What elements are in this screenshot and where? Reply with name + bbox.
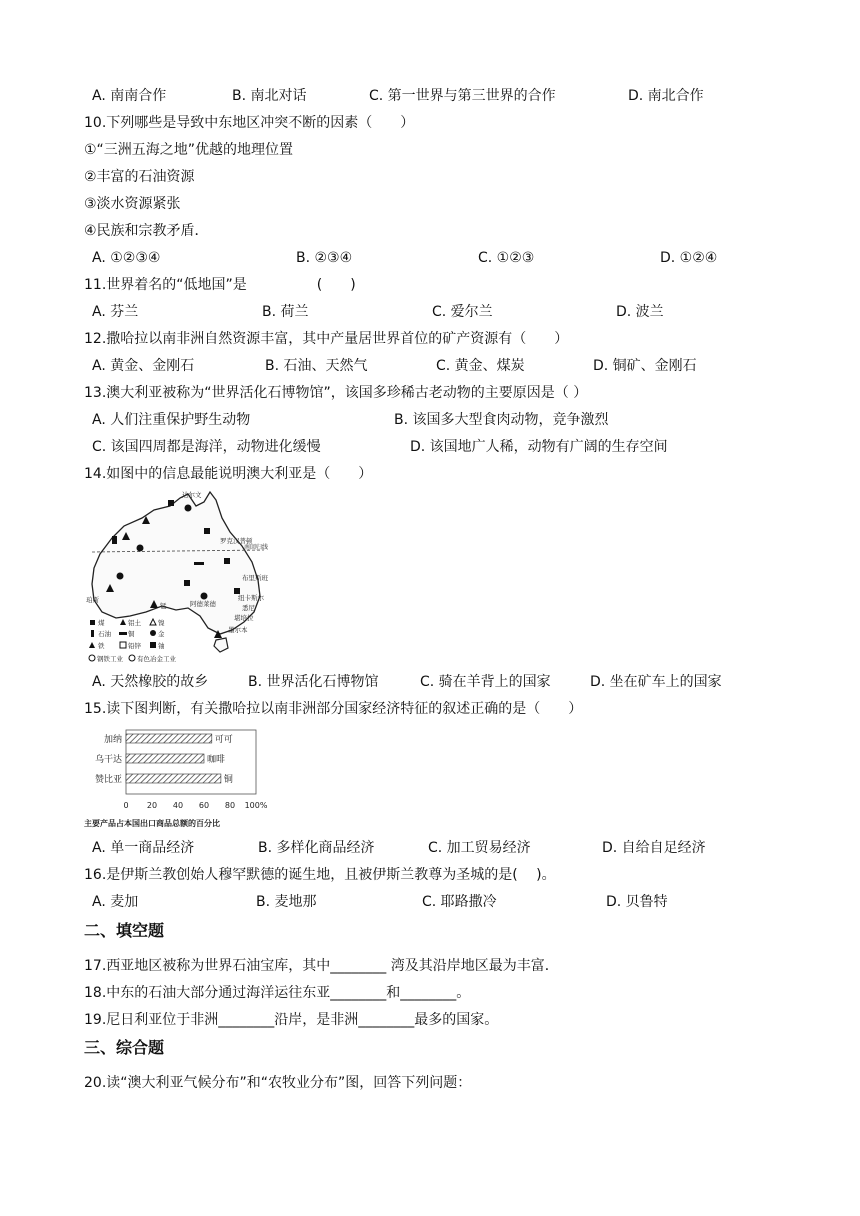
legend-oil-symbol bbox=[91, 630, 94, 637]
q13-options-row2 bbox=[92, 437, 812, 457]
q10-options bbox=[92, 248, 812, 268]
oil-symbol bbox=[112, 536, 117, 544]
tick-label: 60 bbox=[198, 801, 210, 810]
q18-text: 18.中东的石油大部分通过海洋运往东亚________和________。 bbox=[84, 985, 471, 1001]
legend-nonferrous: 有色冶金工业 bbox=[137, 655, 176, 663]
legend-coal: 煤 bbox=[98, 619, 105, 627]
q12-stem: 12.撒哈拉以南非洲自然资源丰富，其中产量居世界首位的矿产资源有（ ） bbox=[84, 331, 569, 347]
q11-option-c[interactable]: C. 爱尔兰 bbox=[432, 304, 493, 320]
q9-option-b[interactable]: B. 南北对话 bbox=[232, 88, 307, 104]
q16-stem: 16.是伊斯兰教创始人穆罕默德的诞生地，且被伊斯兰教尊为圣城的是( )。 bbox=[84, 867, 556, 883]
chart-ticks bbox=[123, 801, 267, 810]
q13-option-a[interactable]: A. 人们注重保护野生动物 bbox=[92, 412, 251, 428]
section-comprehensive-heading: 三、综合题 bbox=[84, 1038, 165, 1057]
q13-options-row1 bbox=[92, 410, 812, 430]
q10-item-1: ①“三洲五海之地”优越的地理位置 bbox=[84, 142, 294, 158]
q9-option-c[interactable]: C. 第一世界与第三世界的合作 bbox=[369, 88, 556, 104]
gold-symbol-2 bbox=[137, 545, 144, 552]
label-perth: 珀斯 bbox=[86, 596, 99, 604]
q19-text: 19.尼日利亚位于非洲________沿岸，是非洲________最多的国家。 bbox=[84, 1012, 499, 1028]
q16-option-b[interactable]: B. 麦地那 bbox=[256, 894, 317, 910]
label-darwin: 达尔文 bbox=[182, 491, 202, 499]
q11-option-a[interactable]: A. 芬兰 bbox=[92, 304, 139, 320]
q12-option-a[interactable]: A. 黄金、金刚石 bbox=[92, 358, 195, 374]
q10-item-3: ③淡水资源紧张 bbox=[84, 196, 181, 212]
bar bbox=[126, 734, 212, 743]
legend-uranium-symbol bbox=[150, 642, 156, 648]
section-fill-in-heading: 二、填空题 bbox=[84, 921, 165, 940]
q10-option-b[interactable]: B. ②③④ bbox=[296, 250, 353, 266]
copper-symbol bbox=[194, 562, 204, 565]
label-rockhampton: 罗克汉普顿 bbox=[220, 537, 253, 545]
category-label: 赞比亚 bbox=[94, 775, 122, 785]
tick-label: 40 bbox=[172, 801, 184, 810]
q16-option-d[interactable]: D. 贝鲁特 bbox=[606, 894, 668, 910]
q13-option-c[interactable]: C. 该国四周都是海洋，动物进化缓慢 bbox=[92, 439, 321, 455]
legend-nickel: 镍 bbox=[158, 619, 165, 627]
q10-option-d[interactable]: D. ①②④ bbox=[660, 250, 718, 266]
q13-option-b[interactable]: B. 该国多大型食肉动物，竞争激烈 bbox=[394, 412, 609, 428]
q15-option-d[interactable]: D. 自给自足经济 bbox=[602, 840, 706, 856]
q15-stem: 15.读下图判断，有关撒哈拉以南非洲部分国家经济特征的叙述正确的是（ ） bbox=[84, 701, 583, 717]
legend-bauxite: 铝土 bbox=[128, 619, 141, 627]
q10-option-c[interactable]: C. ①②③ bbox=[478, 250, 535, 266]
q9-option-d[interactable]: D. 南北合作 bbox=[628, 88, 704, 104]
q14-stem: 14.如图中的信息最能说明澳大利亚是（ ） bbox=[84, 466, 373, 482]
coal-symbol-2 bbox=[204, 528, 210, 534]
q11-options bbox=[92, 302, 812, 322]
q10-option-a[interactable]: A. ①②③④ bbox=[92, 250, 161, 266]
q13-option-d[interactable]: D. 该国地广人稀，动物有广阔的生存空间 bbox=[410, 439, 668, 455]
q12-options bbox=[92, 356, 812, 376]
legend-gold: 金 bbox=[158, 630, 165, 638]
legend-copper: 铜 bbox=[128, 630, 135, 638]
legend-leadzinc: 铅锌 bbox=[128, 642, 141, 650]
tick-label: 20 bbox=[146, 801, 158, 810]
q15-options bbox=[92, 838, 812, 858]
label-adelaide: 阿德莱德 bbox=[190, 600, 216, 608]
legend-gold-symbol bbox=[150, 630, 156, 636]
q12-option-b[interactable]: B. 石油、天然气 bbox=[265, 358, 368, 374]
category-label: 乌干达 bbox=[94, 755, 122, 765]
label-sydney: 悉尼 bbox=[242, 604, 255, 612]
q9-option-a[interactable]: A. 南南合作 bbox=[92, 88, 167, 104]
q10-item-2: ②丰富的石油资源 bbox=[84, 169, 195, 185]
label-brisbane: 布里斯班 bbox=[242, 574, 268, 582]
q15-option-c[interactable]: C. 加工贸易经济 bbox=[428, 840, 531, 856]
gold-symbol-4 bbox=[201, 593, 208, 600]
legend-uranium: 铀 bbox=[158, 642, 165, 650]
q15-option-b[interactable]: B. 多样化商品经济 bbox=[258, 840, 375, 856]
q14-option-d[interactable]: D. 坐在矿车上的国家 bbox=[590, 674, 722, 690]
australia-mineral-map bbox=[84, 488, 268, 668]
gold-symbol bbox=[185, 505, 192, 512]
q17-text: 17.西亚地区被称为世界石油宝库，其中________ 湾及其沿岸地区最为丰富． bbox=[84, 958, 559, 974]
q13-stem: 13.澳大利亚被称为“世界活化石博物馆”，该国多珍稀古老动物的主要原因是（ ） bbox=[84, 385, 588, 401]
q15-option-a[interactable]: A. 单一商品经济 bbox=[92, 840, 195, 856]
q12-option-c[interactable]: C. 黄金、煤炭 bbox=[436, 358, 525, 374]
chart-caption: 主要产品占本国出口商品总额的百分比 bbox=[84, 819, 220, 828]
legend-manganese: 锰 bbox=[160, 602, 167, 610]
legend-coal-symbol bbox=[90, 620, 95, 625]
label-melbourne: 墨尔本 bbox=[228, 626, 248, 634]
coal-symbol-4 bbox=[184, 580, 190, 586]
q16-option-a[interactable]: A. 麦加 bbox=[92, 894, 139, 910]
q14-option-a[interactable]: A. 天然橡胶的故乡 bbox=[92, 674, 209, 690]
q14-options bbox=[92, 672, 812, 692]
export-share-chart bbox=[84, 726, 294, 832]
label-tropic: 南回归线 bbox=[244, 544, 268, 551]
q14-option-b[interactable]: B. 世界活化石博物馆 bbox=[248, 674, 379, 690]
q14-option-c[interactable]: C. 骑在羊背上的国家 bbox=[420, 674, 551, 690]
export-share-chart-svg bbox=[84, 726, 294, 832]
q10-item-4: ④民族和宗教矛盾． bbox=[84, 223, 209, 239]
product-label: 铜 bbox=[223, 775, 233, 785]
bar bbox=[126, 774, 221, 783]
coal-symbol bbox=[168, 500, 174, 506]
q11-option-b[interactable]: B. 荷兰 bbox=[262, 304, 309, 320]
category-label: 加纳 bbox=[103, 735, 122, 745]
legend-oil: 石油 bbox=[98, 630, 111, 638]
gold-symbol-3 bbox=[117, 573, 124, 580]
label-newcastle: 纽卡斯尔 bbox=[238, 594, 264, 602]
tick-label: 0 bbox=[123, 801, 129, 810]
product-label: 可可 bbox=[214, 735, 233, 745]
coal-symbol-5 bbox=[234, 588, 240, 594]
q20-text: 20.读“澳大利亚气候分布”和“农牧业分布”图，回答下列问题： bbox=[84, 1075, 472, 1091]
q11-option-d[interactable]: D. 波兰 bbox=[616, 304, 664, 320]
q16-options bbox=[92, 892, 812, 912]
tick-label: 100% bbox=[244, 801, 268, 810]
q11-stem: 11.世界着名的“低地国”是 ( ) bbox=[84, 277, 356, 293]
chart-bars bbox=[95, 733, 233, 785]
product-label: 咖啡 bbox=[207, 755, 226, 765]
legend-iron: 铁 bbox=[98, 642, 105, 650]
australia-map-svg bbox=[84, 488, 268, 668]
coal-symbol-3 bbox=[224, 558, 230, 564]
q9-options bbox=[92, 86, 812, 106]
label-canberra: 堪培拉 bbox=[234, 614, 254, 622]
bar bbox=[126, 754, 204, 763]
q10-stem: 10.下列哪些是导致中东地区冲突不断的因素（ ） bbox=[84, 115, 415, 131]
q16-option-c[interactable]: C. 耶路撒冷 bbox=[422, 894, 497, 910]
legend-steel: 钢铁工业 bbox=[97, 655, 123, 663]
tick-label: 80 bbox=[224, 801, 236, 810]
q12-option-d[interactable]: D. 铜矿、金刚石 bbox=[593, 358, 697, 374]
legend-copper-symbol bbox=[119, 632, 127, 635]
